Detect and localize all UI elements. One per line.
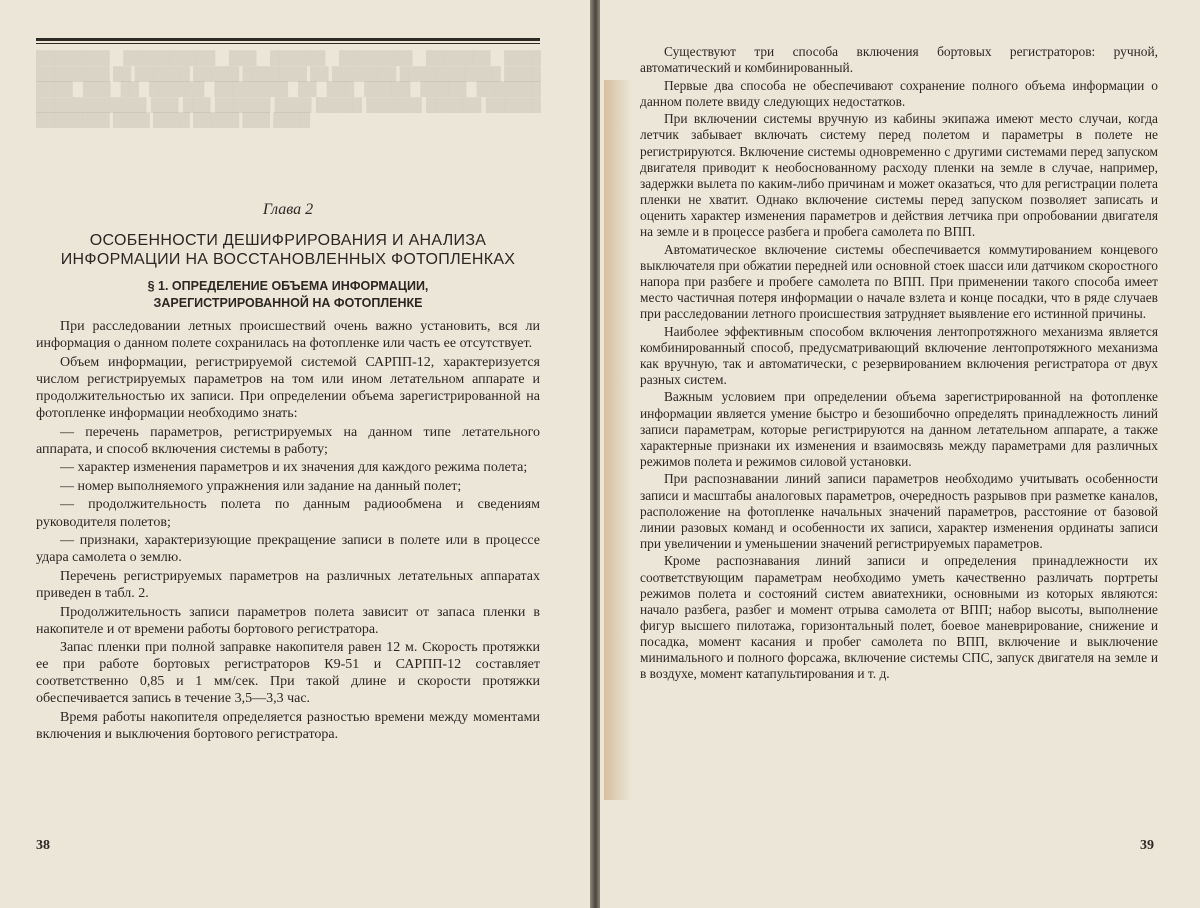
page-number-right: 39 [1140, 838, 1154, 853]
right-page [600, 0, 1200, 908]
page-number-left: 38 [36, 838, 50, 853]
left-page [0, 0, 592, 908]
section-heading-line-1: § 1. ОПРЕДЕЛЕНИЕ ОБЪЕМА ИНФОРМАЦИИ, [147, 279, 429, 293]
list-item: — характер изменения параметров и их значения для каждого режима полета; [60, 460, 528, 476]
chapter-title [36, 231, 540, 269]
paragraph: Перечень регистрируемых параметров на различных летательных аппаратах приведен в табл. 2. [36, 568, 540, 601]
paragraph: Существуют три способа включения бортовых регистраторов: ручной, автоматический и комбинированный. [640, 44, 1158, 76]
chapter-label: Глава 2 [262, 201, 314, 218]
bleed-through-text: ████████ ██████████ ███ ██████ ████████ ███████ ████ ████████ ██ ██████ █████ ███████ ██ ███████ ███████████ ████ ████ ███ ██ ██████ ████████ ██ ███ █████ █████ ███████ ████████████ ███ ███ ██████ ████ █████ ██████ ██████ ██████ ████████ ████ ████ █████ ███ ████ [36, 50, 541, 127]
paragraph: Первые два способа не обеспечивают сохранение полного объема информации о данном полете ввиду следующих недостатков. [640, 77, 1158, 109]
paragraph: Время работы накопителя определяется разностью времени между моментами включения и выключения бортового регистратора. [36, 710, 540, 743]
list-item: — перечень параметров, регистрируемых на данном типе летательного аппарата, и способ включения системы в работу; [36, 424, 540, 457]
paragraph: Кроме распознавания линий записи и определения принадлежности их соответствующим параметрам необходимо уметь качественно различать портреты режимов полета и состояний систем авиатехники, основными из которых являются: начало разбега, разбег и момент отрыва самолета от ВПП; набор высоты, выполнение фигур высшего пилотажа, горизонтальный полет, боевое маневрирование, снижение и посадка, момент касания и пробег самолета по ВПП, включение и выключение минимального и полного форсажа, включение системы СПС, запуск двигателя на земле и в воздухе, момент катапультирования и т. д. [640, 553, 1158, 682]
paragraph: При расследовании летных происшествий очень важно установить, вся ли информация о данном полете сохранилась на фотопленке или часть ее отсутствует. [36, 319, 540, 352]
header-rule-thin [36, 43, 540, 44]
paragraph: Объем информации, регистрируемой системой САРПП-12, характеризуется числом регистрируемых параметров на том или ином летательном аппарате и продолжительностью их записи. При определении объема зарегистрированной на фотопленке информации необходимо знать: [36, 354, 540, 421]
paragraph: Продолжительность записи параметров полета зависит от запаса пленки в накопителе и от времени работы бортового регистратора. [36, 604, 540, 637]
paragraph: Важным условием при определении объема зарегистрированной на фотопленке информации является умение быстро и безошибочно определять принадлежность линий записи параметрам, которые регистрируются на данном летательном аппарате, а также характерные признаки их изменения и взаимосвязь между параметрами для различных режимов полета и режимов силовой установки. [640, 389, 1158, 469]
paragraph: При распознавании линий записи параметров необходимо учитывать особенности записи и масштабы аналоговых параметров, очередность разрывов при разметке каналов, расположение на фотопленке начальных значений параметров, расстояние от базовой линии разовых команд и особенности их записи, характер изменения ординаты записи при увеличении и уменьшении значений регистрируемых параметров. [640, 471, 1158, 551]
header-rule [36, 38, 540, 41]
page-stain [604, 80, 632, 800]
list-item: — номер выполняемого упражнения или задание на данный полет; [60, 478, 462, 494]
section-heading [36, 278, 540, 312]
right-body-text [640, 44, 1158, 684]
list-item: — признаки, характеризующие прекращение записи в полете или в процессе удара самолета о землю. [36, 533, 540, 566]
section-heading-line-2: ЗАРЕГИСТРИРОВАННОЙ НА ФОТОПЛЕНКЕ [153, 296, 423, 310]
chapter-title-line-2: ИНФОРМАЦИИ НА ВОССТАНОВЛЕННЫХ ФОТОПЛЕНКАХ [60, 251, 516, 268]
left-body-text [36, 318, 540, 745]
paragraph: Запас пленки при полной заправке накопителя равен 12 м. Скорость протяжки ее при работе бортовых регистраторов К9-51 и САРПП-12 составляет соответственно 0,85 и 1 мм/сек. При такой длине и скорости протяжки обеспечивается запись в течение 3,5—3,3 час. [36, 640, 540, 707]
chapter-title-line-1: ОСОБЕННОСТИ ДЕШИФРИРОВАНИЯ И АНАЛИЗА [89, 232, 487, 249]
list-item: — продолжительность полета по данным радиообмена и сведениям руководителя полетов; [36, 497, 540, 530]
paragraph: При включении системы вручную из кабины экипажа имеют место случаи, когда летчик забывает включать систему перед полетом и параметры в полете не регистрируются. Включение системы одновременно с другими системами перед запуском двигателя приводит к необоснованному расходу пленки на земле в случае, например, задержки вылета по каким-либо причинам и может оказаться, что для регистрации полета пленки не хватит. Однако включение системы перед запуском позволяет записать и оценить характер изменения параметров и действия летчика при опробовании двигателя на земле и в процессе разбега и пробега самолета по ВПП. [640, 111, 1158, 240]
paragraph: Автоматическое включение системы обеспечивается коммутированием концевого выключателя при обжатии передней или основной стоек шасси или датчиком скоростного напора при разбеге и пробеге самолета по ВПП. При применении такого способа имеет место частичная потеря информации о начале взлета и конце посадки, что в ряде случаев при расследовании летного происшествия затрудняет выявление его истинной причины. [640, 241, 1158, 321]
paragraph: Наиболее эффективным способом включения лентопротяжного механизма является комбинированный способ, предусматривающий включение лентопротяжного механизма как вручную, так и автоматически, с резервированием включения регистратора от двух разных систем. [640, 323, 1158, 387]
